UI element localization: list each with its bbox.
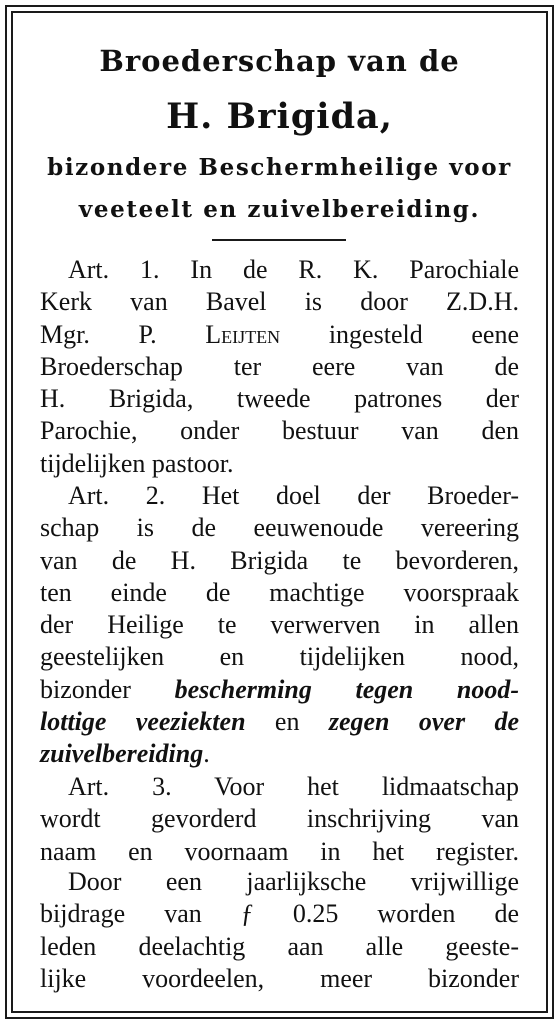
italic-run: zegen over de [328,707,519,737]
article-4-line: bijdrage van ƒ 0.25 worden de [40,899,519,929]
text-run: . [203,739,210,769]
article-2-line [40,674,519,706]
title-line-1: Broederschap van de [99,44,460,78]
article-1-line: H. Brigida, tweede patrones der [40,384,519,414]
title-divider [212,239,346,241]
subtitle-line-1: bizondere Beschermheilige voor [47,154,512,181]
article-3-line: naam en voornaam in het register. [40,836,519,866]
article-2-line: geestelijken en tijdelijken nood, [40,642,519,672]
text-run: Mgr. P. [40,319,206,349]
article-1 [40,254,519,480]
name-leijten: Leijten [205,319,281,349]
article-1-line [40,319,519,351]
title-line-2: H. Brigida, [166,96,393,137]
article-2-line: Art. 2. Het doel der Broeder- [68,481,519,510]
article-2-line: van de H. Brigida te bevorderen, [40,545,519,575]
text-run: en [245,707,329,737]
article-3 [40,771,519,868]
article-2-line: ten einde de machtige voorspraak [40,577,519,607]
italic-run: bescherming tegen nood- [174,674,519,704]
text-run: ingesteld eene [280,319,519,349]
article-1-line: Art. 1. In de R. K. Parochiale [68,255,519,284]
article-2-line: schap is de eeuwenoude vereering [40,513,519,543]
article-2-line [40,738,519,770]
article-4-line: Door een jaarlijksche vrijwillige [68,867,519,896]
article-1-line: Parochie, onder bestuur van den [40,416,519,446]
article-4-line: lijke voordeelen, meer bizonder [40,963,519,993]
subtitle-line-2: veeteelt en zuivelbereiding. [78,196,481,223]
italic-run: zuivelbereiding [40,739,204,769]
article-2-line [40,706,519,738]
article-1-line: Kerk van Bavel is door Z.D.H. [40,287,519,317]
article-4-line: leden deelachtig aan alle geeste- [40,931,519,961]
article-4 [40,866,519,995]
italic-run: lottige veeziekten [40,707,246,737]
article-1-line: Broederschap ter eere van de [40,351,519,381]
article-2-line: der Heilige te verwerven in allen [40,610,519,640]
article-1-line: tijdelijken pastoor. [40,448,234,478]
text-run: bizonder [40,674,175,704]
article-3-line: wordt gevorderd inschrijving van [40,804,519,834]
article-2 [40,480,519,771]
article-3-line: Art. 3. Voor het lidmaatschap [68,772,519,801]
